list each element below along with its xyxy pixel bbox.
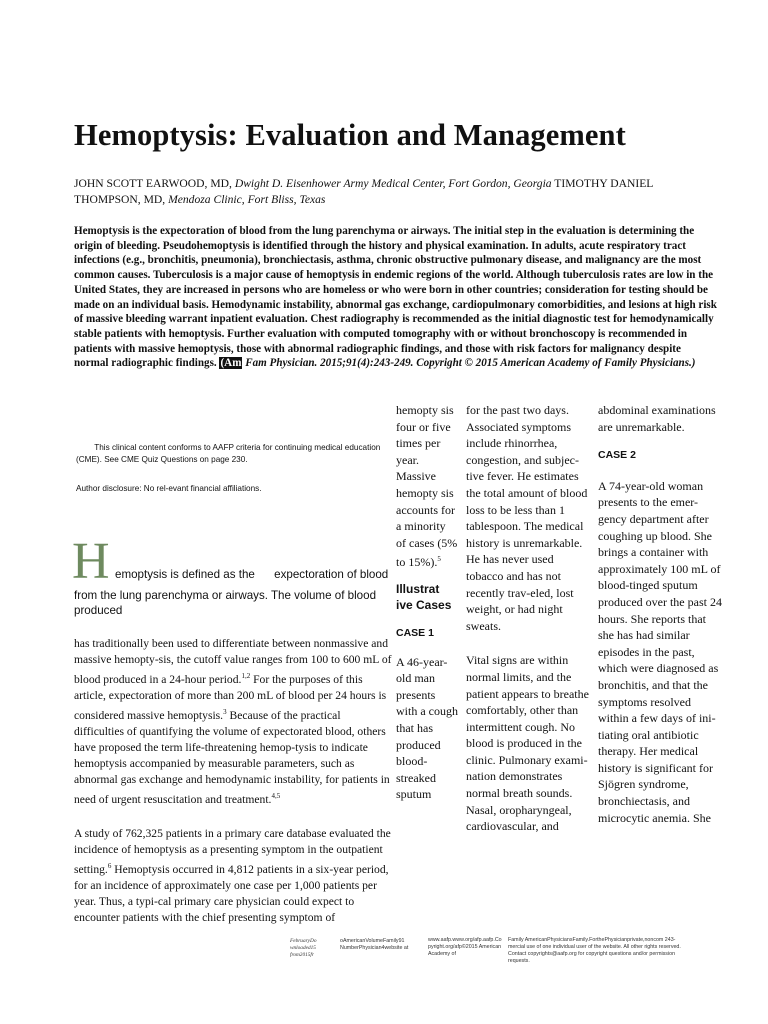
abstract-citation: Fam Physician. 2015;91(4):243-249. Copyright © 2015 American Academy of Family Physicians.): [242, 357, 696, 370]
body-paragraph-1: [74, 636, 392, 808]
author-1-name: JOHN SCOTT EARWOOD, MD,: [74, 177, 232, 190]
col4-text-b: A 74-year-old woman presents to the emer-gency department after coughing up blood. She brings a container with approximately 100 mL of blood-tinged sputum produced over the past 24 hours. She reports that she has had similar episodes in the past, which were diagnosed as bronchitis, and that the symptoms resolved within a few days of ini-tiating oral antibiotic therapy. Her medical history is significant for Sjögren syndrome, bronchiectasis, and microcytic anemia. She: [598, 478, 722, 825]
ref-4-5: 4,5: [271, 791, 281, 800]
p1-text-c: Because of the practical difficulties of quantifying the volume of expectorated blood, others have proposed the term life-threatening hemop-tysis to indicate hemoptysis accompanied by measurable parameters, such as abnormal gas exchange and hemodynamic instability, for patients in need of urgent resuscitation and treatment.: [74, 708, 390, 806]
p2-text-a: A study of 762,325 patients in a primary care database evaluated the incidence of hemoptysis as a presenting symptom in the outpatient setting.: [74, 827, 391, 876]
cme-note-text: This clinical content conforms to AAFP criteria for continuing medical education (CME). See CME Quiz Questions on page 230.: [76, 443, 381, 464]
footer-copyright: Family AmericanPhysiciansFamily.ForthePhysicianprivate,noncom 243-mercial use of one individual user of the website. All other rights reserved. Contact copyrights@aafp.org for copyright questions and/or permission requests.: [508, 937, 681, 964]
p1-text-a: has traditionally been used to differentiate between nonmassive and massive hemopty-sis, the cutoff value ranges from 100 to 600 mL of blood produced in a 24-hour period.: [74, 637, 392, 686]
column-4: [598, 402, 722, 826]
case-2-heading: CASE 2: [598, 449, 636, 462]
footer-journal: oAmericanVolumeFamily91 NumberPhysician4website at: [340, 938, 409, 951]
cme-note: [76, 442, 390, 466]
col3-text-b: Vital signs are within normal limits, and the patient appears to breathe comfortably, other than intermittent cough. No blood is produced in the clinic. Pulmonary exami-nation demonstrates normal breath sounds. Nasal, oropharyngeal, cardiovascular, and: [466, 653, 589, 834]
body-paragraph-2: [74, 826, 392, 926]
abstract: [74, 224, 718, 371]
abstract-text: Hemoptysis is the expectoration of blood from the lung parenchyma or airways. The initial step in the evaluation is determining the origin of bleeding. Pseudohemoptysis is identified through the history and physical examination. In adults, acute respiratory tract infections (e.g., bronchitis, pneumonia), bronchiectasis, asthma, chronic obstructive pulmonary disease, and malignancy are the most common causes. Tuberculosis is a major cause of hemoptysis in endemic regions of the world. Although tuberculosis rates are low in the United States, they are increased in persons who are homeless or who were born in other countries; consideration for testing should be made on an individual basis. Hemodynamic instability, abnormal gas exchange, cardiopulmonary comorbidities, and lesions at high risk of massive bleeding warrant inpatient evaluation. Chest radiography is recommended as the initial diagnostic test for hemodynamically stable patients with hemoptysis. Further evaluation with computed tomography with or without bronchoscopy is recommended in patients with massive hemoptysis, those with abnormal radiographic findings, and those with risk factors for malignancy despite normal radiographic findings.: [74, 225, 717, 370]
article-title: Hemoptysis: Evaluation and Management: [74, 118, 626, 152]
citation-mark: (Am: [220, 357, 242, 370]
col2-text-a: hemopty sis four or five times per year. Massive hemopty sis accounts for a minority of cases (5% to 15%).: [396, 403, 458, 570]
intro-line-1: emoptysis is defined as the expectoration of blood: [115, 568, 389, 581]
ref-3: 3: [223, 707, 227, 716]
p2-text-b: Hemoptysis occurred in 4,812 patients in a six-year period, for an incidence of approximately one case per 1,000 patients per year. Thus, a typi-cal primary care physician could expect to encounter patients with the chief presenting symptom of: [74, 862, 389, 924]
footer-date: FebruaryDo wnloaded15 from2015fr: [290, 938, 317, 958]
ref-5: 5: [437, 555, 441, 564]
author-2-name: TIMOTHY DANIEL THOMPSON, MD,: [74, 177, 653, 206]
ref-6: 6: [107, 862, 112, 870]
case-1-heading: CASE 1: [396, 626, 434, 639]
author-block: [74, 176, 694, 208]
intro-line-2: from the lung parenchyma or airways. The volume of blood produced: [74, 589, 377, 617]
column-2: [396, 402, 458, 803]
drop-cap: H: [72, 533, 110, 590]
author-2-affiliation: Mendoza Clinic, Fort Bliss, Texas: [168, 193, 326, 206]
author-disclosure: Author disclosure: No rel-evant financial affiliations.: [76, 484, 262, 493]
p1-text-b: For the purposes of this article, expectoration of more than 200 mL of blood per 24 hours is considered massive hemoptysis.: [74, 672, 387, 722]
footer-url: www.aafp.www.org/afp.aafp.Co pyright.org/afp©2015 American Academy of: [428, 937, 502, 957]
column-3: [466, 402, 590, 835]
author-1-affiliation: Dwight D. Eisenhower Army Medical Center, Fort Gordon, Georgia: [234, 177, 552, 190]
col3-text-a: for the past two days. Associated symptoms include rhinorrhea, congestion, and subjec-tive fever. He estimates the total amount of blood loss to be less than 1 tablespoon. The medical history is unremarkable. He has never used tobacco and has not recently trav-eled, lost weight, or had night sweats.: [466, 403, 588, 633]
col2-text-b: A 46-year-old man presents with a cough that has produced blood-streaked sputum: [396, 654, 458, 802]
illustrative-cases-heading: Illustrat ive Cases: [396, 581, 452, 612]
ref-1-2: 1,2: [241, 672, 251, 680]
col4-text-a: abdominal examinations are unremarkable.: [598, 403, 716, 434]
